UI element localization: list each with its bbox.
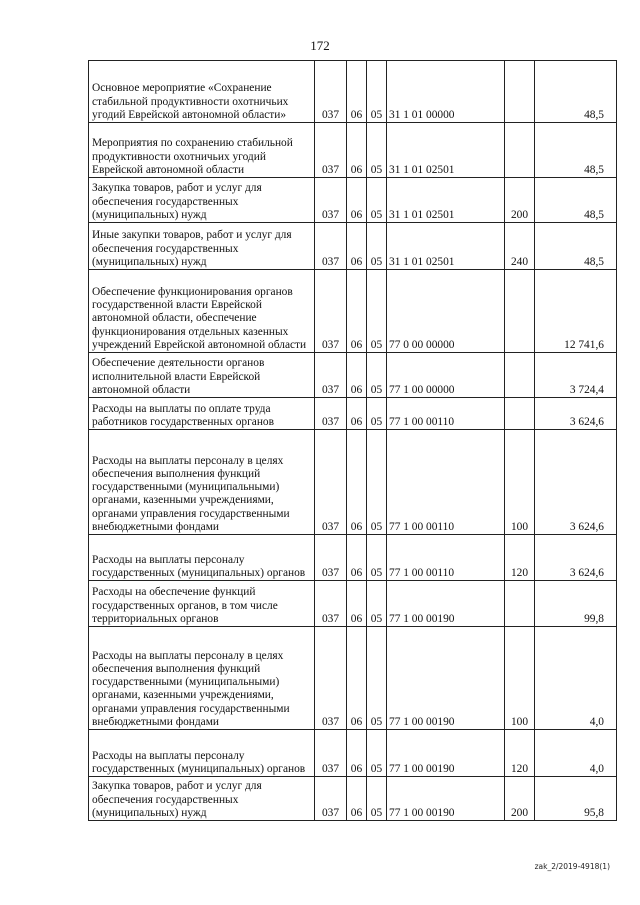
row-description: Закупка товаров, работ и услуг для обеспечения государственных (муниципальных) нужд (89, 777, 315, 821)
row-description: Расходы на выплаты персоналу в целях обеспечения выполнения функций государственными (муниципальными) органами, казенными учреждениями, органами управления государственными внебюджетными фондами (89, 430, 315, 535)
row-amount: 95,8 (535, 777, 617, 821)
row-amount: 12 741,6 (535, 270, 617, 353)
row-expense-type-code (505, 581, 535, 627)
row-ministry-code: 037 (315, 398, 347, 430)
row-description: Мероприятия по сохранению стабильной продуктивности охотничьих угодий Еврейской автономной области (89, 123, 315, 178)
table-row (89, 178, 617, 223)
row-target-article-code: 31 1 01 02501 (387, 178, 505, 223)
table-row (89, 223, 617, 270)
row-ministry-code: 037 (315, 353, 347, 398)
row-expense-type-code: 100 (505, 627, 535, 730)
row-description: Обеспечение функционирования органов государственной власти Еврейской автономной области, обеспечение функционирования отдельных казенных учреждений Еврейской автономной области (89, 270, 315, 353)
row-amount: 3 624,6 (535, 430, 617, 535)
row-section-code: 06 (347, 353, 367, 398)
row-ministry-code: 037 (315, 535, 347, 581)
table-row (89, 581, 617, 627)
row-target-article-code: 77 1 00 00190 (387, 730, 505, 777)
row-ministry-code: 037 (315, 61, 347, 123)
row-section-code: 06 (347, 730, 367, 777)
row-amount: 3 624,6 (535, 535, 617, 581)
row-subsection-code: 05 (367, 627, 387, 730)
row-ministry-code: 037 (315, 270, 347, 353)
row-section-code: 06 (347, 61, 367, 123)
row-subsection-code: 05 (367, 730, 387, 777)
row-amount: 99,8 (535, 581, 617, 627)
row-description: Расходы на обеспечение функций государственных органов, в том числе территориальных органов (89, 581, 315, 627)
row-expense-type-code (505, 270, 535, 353)
row-description: Расходы на выплаты персоналу государственных (муниципальных) органов (89, 730, 315, 777)
row-ministry-code: 037 (315, 581, 347, 627)
table-row (89, 123, 617, 178)
row-amount: 48,5 (535, 223, 617, 270)
row-ministry-code: 037 (315, 777, 347, 821)
row-expense-type-code: 240 (505, 223, 535, 270)
table-row (89, 627, 617, 730)
row-expense-type-code: 120 (505, 730, 535, 777)
row-subsection-code: 05 (367, 430, 387, 535)
row-expense-type-code (505, 398, 535, 430)
row-description: Иные закупки товаров, работ и услуг для обеспечения государственных (муниципальных) нужд (89, 223, 315, 270)
budget-table (88, 60, 617, 821)
row-target-article-code: 77 1 00 00190 (387, 581, 505, 627)
row-target-article-code: 77 0 00 00000 (387, 270, 505, 353)
row-ministry-code: 037 (315, 178, 347, 223)
row-expense-type-code (505, 353, 535, 398)
row-description: Закупка товаров, работ и услуг для обеспечения государственных (муниципальных) нужд (89, 178, 315, 223)
row-target-article-code: 77 1 00 00110 (387, 398, 505, 430)
document-footer-code: zak_2/2019-4918(1) (534, 862, 610, 871)
row-amount: 3 724,4 (535, 353, 617, 398)
row-description: Основное мероприятие «Сохранение стабильной продуктивности охотничьих угодий Еврейской автономной области» (89, 61, 315, 123)
row-expense-type-code: 120 (505, 535, 535, 581)
row-section-code: 06 (347, 430, 367, 535)
row-subsection-code: 05 (367, 398, 387, 430)
row-target-article-code: 77 1 00 00110 (387, 535, 505, 581)
row-amount: 3 624,6 (535, 398, 617, 430)
row-section-code: 06 (347, 270, 367, 353)
row-target-article-code: 77 1 00 00110 (387, 430, 505, 535)
row-ministry-code: 037 (315, 223, 347, 270)
row-section-code: 06 (347, 178, 367, 223)
row-section-code: 06 (347, 223, 367, 270)
row-expense-type-code: 200 (505, 178, 535, 223)
row-subsection-code: 05 (367, 270, 387, 353)
row-ministry-code: 037 (315, 430, 347, 535)
row-ministry-code: 037 (315, 627, 347, 730)
row-target-article-code: 31 1 01 02501 (387, 223, 505, 270)
row-expense-type-code: 100 (505, 430, 535, 535)
row-section-code: 06 (347, 535, 367, 581)
row-ministry-code: 037 (315, 730, 347, 777)
row-subsection-code: 05 (367, 178, 387, 223)
row-target-article-code: 31 1 01 02501 (387, 123, 505, 178)
row-ministry-code: 037 (315, 123, 347, 178)
page-number: 172 (310, 38, 330, 53)
row-subsection-code: 05 (367, 535, 387, 581)
row-amount: 48,5 (535, 178, 617, 223)
row-amount: 48,5 (535, 61, 617, 123)
row-description: Расходы на выплаты персоналу в целях обеспечения выполнения функций государственными (муниципальными) органами, казенными учреждениями, органами управления государственными внебюджетными фондами (89, 627, 315, 730)
row-target-article-code: 77 1 00 00190 (387, 627, 505, 730)
row-section-code: 06 (347, 398, 367, 430)
row-description: Расходы на выплаты персоналу государственных (муниципальных) органов (89, 535, 315, 581)
row-subsection-code: 05 (367, 61, 387, 123)
row-amount: 4,0 (535, 627, 617, 730)
row-description: Обеспечение деятельности органов исполнительной власти Еврейской автономной области (89, 353, 315, 398)
row-expense-type-code: 200 (505, 777, 535, 821)
row-subsection-code: 05 (367, 581, 387, 627)
row-target-article-code: 77 1 00 00190 (387, 777, 505, 821)
row-section-code: 06 (347, 777, 367, 821)
table-row (89, 270, 617, 353)
row-subsection-code: 05 (367, 123, 387, 178)
table-row (89, 777, 617, 821)
table-row (89, 430, 617, 535)
table-row (89, 398, 617, 430)
row-subsection-code: 05 (367, 223, 387, 270)
row-expense-type-code (505, 123, 535, 178)
table-row (89, 535, 617, 581)
row-target-article-code: 77 1 00 00000 (387, 353, 505, 398)
row-amount: 4,0 (535, 730, 617, 777)
row-section-code: 06 (347, 627, 367, 730)
table-row (89, 730, 617, 777)
row-section-code: 06 (347, 123, 367, 178)
row-subsection-code: 05 (367, 353, 387, 398)
row-section-code: 06 (347, 581, 367, 627)
row-amount: 48,5 (535, 123, 617, 178)
row-expense-type-code (505, 61, 535, 123)
table-row (89, 353, 617, 398)
row-target-article-code: 31 1 01 00000 (387, 61, 505, 123)
row-subsection-code: 05 (367, 777, 387, 821)
row-description: Расходы на выплаты по оплате труда работников государственных органов (89, 398, 315, 430)
table-row (89, 61, 617, 123)
